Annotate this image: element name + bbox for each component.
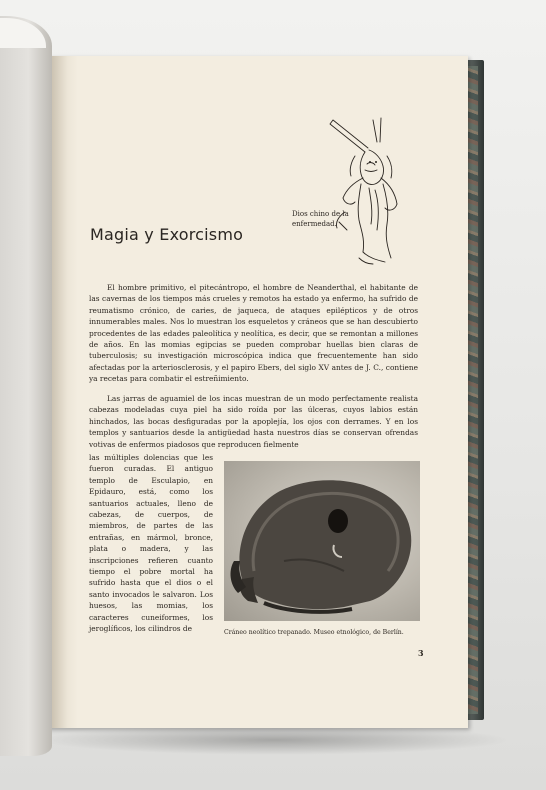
book-shadow (40, 725, 510, 755)
paragraph-2-text: Las jarras de aguamiel de los incas muestran de un modo perfectamente realista cabezas modeladas cuya piel ha sido roída por las úlceras, cuyos labios están hinchados, las bocas desfiguradas por la apoplejía, los ojos con derrames. Y en los templos y santuarios desde la antigüedad hasta nuestros días se conservan ofrendas votivas de enfermos piadosos que reproducen fielmente (89, 394, 418, 449)
chinese-god-illustration-icon (325, 112, 415, 268)
page-number: 3 (418, 648, 424, 658)
figure-caption: Dios chino de la enfermedad. (292, 210, 349, 228)
paragraph-1-text: El hombre primitivo, el pitecántropo, el hombre de Neanderthal, el habitante de las cavernas de los tiempos más crueles y remotos ha estado ya enfermo, ha sufrido de reumatismo crónico, de caries, de jaqueca, de ataques epilépticos y de otros innumerables males. Nos lo muestran los esqueletos y cráneos que se han descubierto procedentes de las edades paleolítica y neolítica, es decir, que se remontan a millones de años. En las momias egipcias se pueden comprobar huellas bien claras de tuberculosis; su investigación microscópica indica que frecuentemente han sido afectadas por la arteriosclerosis, y el papiro Ebers, del siglo XV antes de J. C., contiene ya recetas para combatir el estreñimiento. (89, 283, 418, 384)
column-text (89, 452, 213, 635)
chapter-title: Magia y Exorcismo (90, 225, 244, 244)
paragraph-2 (89, 393, 418, 450)
photo-caption: Cráneo neolítico trepanado. Museo etnológico, de Berlín. (224, 629, 404, 636)
paragraph-1 (89, 282, 418, 385)
column-text-body: las múltiples dolencias que les fueron curadas. El antiguo templo de Esculapio, en Epidauro, está, como los santuarios actuales, lleno de cabezas, de cuerpos, de miembros, de partes de las entrañas, en mármol, bronce, plata o madera, y las inscripciones refieren cuanto tiempo el pobre mortal ha sufrido hasta que el dios o el santo invocados le salvaron. Los huesos, las momias, los caracteres cuneiformes, los jeroglíficos, los cilindros de (89, 453, 213, 634)
trepanned-skull-icon (224, 461, 420, 621)
left-page-edge (0, 16, 52, 756)
skull-photo (224, 461, 420, 621)
